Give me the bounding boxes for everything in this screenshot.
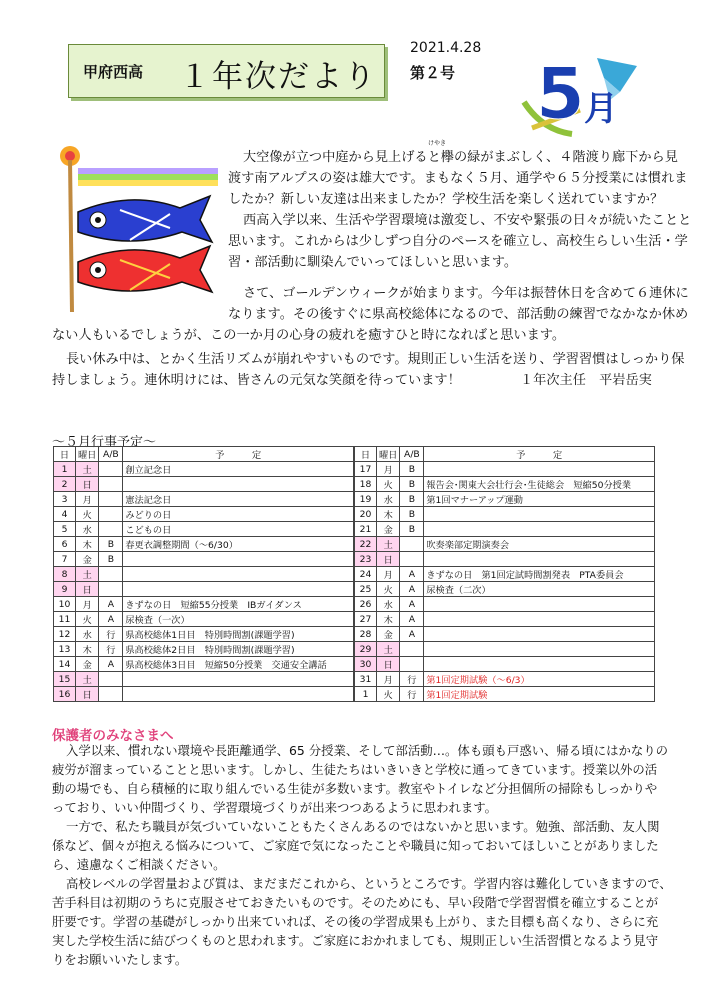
parents-line-2: 疲労が溜まっていることと思います。しかし、生徒たちはいきいきと学校に通ってきています。授業以外の活 <box>52 762 658 777</box>
schedule-weekday: 水 <box>76 627 99 642</box>
parents-line-7: ら、遠慮なくご相談ください。 <box>52 857 226 872</box>
parents-line-6: 係など、個々が抱える悩みについて、ご家庭で気になったことや職員に知っておいてほしいことがありました <box>52 838 659 853</box>
schedule-ab: B <box>400 507 424 522</box>
schedule-ab: 行 <box>99 627 123 642</box>
schedule-ab <box>99 462 123 477</box>
schedule-weekday: 月 <box>76 492 99 507</box>
table-header-row <box>355 447 655 462</box>
intro-line-4: 西高入学以来、生活や学習環境は激変し、不安や緊張の日々が続いたことと <box>243 213 692 228</box>
month-number: 5 <box>536 53 585 135</box>
schedule-ab <box>400 537 424 552</box>
schedule-weekday: 土 <box>76 672 99 687</box>
blue-carp-icon <box>78 196 212 242</box>
schedule-weekday: 木 <box>76 642 99 657</box>
schedule-weekday: 金 <box>76 552 99 567</box>
schedule-weekday: 火 <box>377 687 400 702</box>
schedule-ab <box>400 642 424 657</box>
schedule-weekday: 水 <box>377 597 400 612</box>
schedule-ab: A <box>99 612 123 627</box>
schedule-row <box>355 567 655 582</box>
schedule-row <box>54 582 354 597</box>
schedule-weekday: 火 <box>76 507 99 522</box>
header-plan: 予 定 <box>123 447 354 462</box>
school-name: 甲府西高 <box>83 63 144 81</box>
schedule-weekday: 日 <box>377 657 400 672</box>
schedule-day: 8 <box>54 567 76 582</box>
schedule-row <box>355 492 655 507</box>
schedule-row <box>54 522 354 537</box>
schedule-ab: A <box>400 627 424 642</box>
schedule-day: 28 <box>355 627 377 642</box>
schedule-row <box>355 477 655 492</box>
header-weekday: 曜日 <box>76 447 99 462</box>
month-kanji: 月 <box>584 89 618 129</box>
schedule-ab: B <box>400 492 424 507</box>
schedule-day: 2 <box>54 477 76 492</box>
schedule-row <box>54 552 354 567</box>
schedule-day: 3 <box>54 492 76 507</box>
newsletter-title: １年次だより <box>179 59 377 95</box>
schedule-day: 5 <box>54 522 76 537</box>
schedule-plan <box>424 522 655 537</box>
schedule-weekday: 月 <box>377 567 400 582</box>
schedule-row <box>54 687 354 702</box>
schedule-plan: 県高校総体2日目 特別時間割(課題学習) <box>123 642 354 657</box>
schedule-ab <box>99 582 123 597</box>
schedule-day: 9 <box>54 582 76 597</box>
schedule-row <box>355 687 655 702</box>
schedule-day: 27 <box>355 612 377 627</box>
schedule-day: 26 <box>355 597 377 612</box>
schedule-weekday: 火 <box>377 582 400 597</box>
parents-line-5: 一方で、私たち職員が気づいていないこともたくさんあるのではないかと思います。勉強、部活動、友人関 <box>66 819 660 834</box>
schedule-plan: 第1回定期試験（～6/3） <box>424 672 655 687</box>
parents-line-3: 動の場でも、自ら積極的に取り組んでいる生徒が多数います。教室やトイレなど分担個所の掃除もしっかりや <box>52 781 658 796</box>
schedule-row <box>54 597 354 612</box>
schedule-row <box>54 477 354 492</box>
schedule-plan: 創立記念日 <box>123 462 354 477</box>
schedule-weekday: 木 <box>377 507 400 522</box>
schedule-ab <box>99 507 123 522</box>
schedule-ab: 行 <box>99 642 123 657</box>
schedule-day: 4 <box>54 507 76 522</box>
parents-line-1: 入学以来、慣れない環境や長距離通学、65 分授業、そして部活動…。体も頭も戸惑い、帰る頃にはかなりの <box>66 743 669 758</box>
schedule-plan: 県高校総体1日目 特別時間割(課題学習) <box>123 627 354 642</box>
schedule-plan <box>123 687 354 702</box>
schedule-plan <box>424 612 655 627</box>
schedule-plan: 憲法記念日 <box>123 492 354 507</box>
schedule-table-right <box>354 446 655 702</box>
schedule-day: 19 <box>355 492 377 507</box>
schedule-row <box>54 672 354 687</box>
schedule-day: 24 <box>355 567 377 582</box>
schedule-ab: B <box>400 477 424 492</box>
schedule-row <box>54 612 354 627</box>
schedule-day: 20 <box>355 507 377 522</box>
schedule-plan: きずなの日 第1回定試時間割発表 PTA委員会 <box>424 567 655 582</box>
schedule-row <box>355 507 655 522</box>
red-carp-icon <box>78 246 212 292</box>
schedule-row <box>54 657 354 672</box>
schedule-ab <box>400 657 424 672</box>
issue-number: 第２号 <box>410 64 456 82</box>
schedule-row <box>355 597 655 612</box>
intro-line-3: したか？新しい友達は出来ましたか？学校生活を楽しく送れていますか？ <box>228 192 664 207</box>
schedule-plan: 第1回マナーアップ運動 <box>424 492 655 507</box>
schedule-row <box>54 642 354 657</box>
schedule-weekday: 火 <box>377 477 400 492</box>
schedule-weekday: 水 <box>377 492 400 507</box>
parents-line-12: りをお願いいたします。 <box>52 952 188 967</box>
schedule-weekday: 日 <box>377 552 400 567</box>
intro-line-10: 長い休み中は、とかく生活リズムが崩れやすいものです。規則正しい生活を送り、学習習慣はしっかり保 <box>66 352 685 367</box>
schedule-ab <box>99 687 123 702</box>
schedule-weekday: 土 <box>377 642 400 657</box>
signature: １年次主任 平岩岳実 <box>520 373 652 388</box>
schedule-plan: 尿検査（二次） <box>424 582 655 597</box>
schedule-plan: 尿検査（一次） <box>123 612 354 627</box>
schedule-weekday: 木 <box>377 612 400 627</box>
schedule-day: 29 <box>355 642 377 657</box>
schedule-row <box>355 657 655 672</box>
schedule-ab: B <box>400 462 424 477</box>
schedule-row <box>54 492 354 507</box>
schedule-plan <box>424 462 655 477</box>
schedule-weekday: 土 <box>76 462 99 477</box>
schedule-ab: A <box>400 567 424 582</box>
intro-line-2: 渡す南アルプスの姿は雄大です。まもなく５月、通学や６５分授業には慣れま <box>228 171 688 186</box>
schedule-weekday: 日 <box>76 582 99 597</box>
schedule-plan <box>424 657 655 672</box>
schedule-plan: きずなの日 短縮55分授業 IBガイダンス <box>123 597 354 612</box>
schedule-plan: 県高校総体3日目 短縮50分授業 交通安全講話 <box>123 657 354 672</box>
schedule-row <box>355 612 655 627</box>
schedule-plan <box>424 627 655 642</box>
schedule-row <box>355 552 655 567</box>
schedule-day: 1 <box>355 687 377 702</box>
schedule-ab: 行 <box>400 687 424 702</box>
schedule-weekday: 月 <box>377 462 400 477</box>
schedule-ab <box>99 567 123 582</box>
schedule-ab <box>99 477 123 492</box>
header-ab: A/B <box>99 447 123 462</box>
schedule-weekday: 火 <box>76 612 99 627</box>
schedule-ab: A <box>400 582 424 597</box>
schedule-plan <box>424 597 655 612</box>
schedule-ab: A <box>99 657 123 672</box>
schedule-ab: A <box>99 597 123 612</box>
schedule-day: 15 <box>54 672 76 687</box>
header-day: 日 <box>355 447 377 462</box>
may-illustration <box>512 40 642 140</box>
schedule-plan <box>123 567 354 582</box>
schedule-ab <box>99 492 123 507</box>
schedule-row <box>355 627 655 642</box>
intro-line-7: さて、ゴールデンウィークが始まります。今年は振替休日を含めて６連休に <box>243 286 689 301</box>
schedule-plan: 吹奏楽部定期演奏会 <box>424 537 655 552</box>
schedule-ab: 行 <box>400 672 424 687</box>
parents-line-10: 肝要です。学習の基礎がしっかり出来ていれば、その後の学習成果も上がり、また目標も高くなり、さらに充 <box>52 914 659 929</box>
schedule-day: 11 <box>54 612 76 627</box>
schedule-weekday: 金 <box>377 627 400 642</box>
intro-line-9: ない人もいるでしょうが、この一か月の心身の疲れを癒すひと時になればと思います。 <box>52 328 566 343</box>
schedule-row <box>54 567 354 582</box>
schedule-day: 16 <box>54 687 76 702</box>
schedule-row <box>54 462 354 477</box>
schedule-title: ～５月行事予定～ <box>52 435 157 450</box>
intro-line-6: 習・部活動に馴染んでいってほしいと思います。 <box>228 255 518 270</box>
parents-line-9: 苦手科目は初期のうちに克服させておきたいものです。そのためにも、早い段階で学習習慣を確立することが <box>52 895 659 910</box>
schedule-day: 18 <box>355 477 377 492</box>
issue-date: 2021.4.28 <box>410 40 482 56</box>
schedule-plan <box>123 477 354 492</box>
schedule-weekday: 土 <box>76 567 99 582</box>
header-ab: A/B <box>400 447 424 462</box>
parents-line-11: 実した学校生活に結びつくものと思われます。ご家庭におかれましても、規則正しい生活習慣となるよう見守 <box>52 933 659 948</box>
schedule-plan <box>424 507 655 522</box>
schedule-day: 30 <box>355 657 377 672</box>
schedule-weekday: 金 <box>76 657 99 672</box>
schedule-weekday: 月 <box>377 672 400 687</box>
schedule-plan <box>123 552 354 567</box>
schedule-plan: 報告会･関東大会壮行会･生徒総会 短縮50分授業 <box>424 477 655 492</box>
kabuto-icon <box>597 58 637 92</box>
schedule-day: 14 <box>54 657 76 672</box>
schedule-table-left <box>53 446 354 702</box>
schedule-day: 25 <box>355 582 377 597</box>
schedule-weekday: 金 <box>377 522 400 537</box>
schedule-plan <box>424 552 655 567</box>
ruby-text: けやき <box>428 140 447 147</box>
header-plan: 予 定 <box>424 447 655 462</box>
schedule-ab: B <box>99 537 123 552</box>
schedule-ab: B <box>99 552 123 567</box>
schedule-row <box>54 537 354 552</box>
schedule-day: 1 <box>54 462 76 477</box>
schedule-day: 21 <box>355 522 377 537</box>
schedule-row <box>355 537 655 552</box>
schedule-row <box>54 507 354 522</box>
schedule-day: 7 <box>54 552 76 567</box>
schedule-weekday: 水 <box>76 522 99 537</box>
schedule-ab: A <box>400 612 424 627</box>
schedule-plan: こどもの日 <box>123 522 354 537</box>
schedule-day: 12 <box>54 627 76 642</box>
schedule-day: 10 <box>54 597 76 612</box>
intro-line-8: なります。その後すぐに県高校総体になるので、部活動の練習でなかなか休め <box>228 307 689 322</box>
schedule-day: 13 <box>54 642 76 657</box>
parents-heading: 保護者のみなさまへ <box>52 728 174 744</box>
koinobori-illustration <box>50 140 230 315</box>
schedule-row <box>355 462 655 477</box>
schedule-plan: 春更衣調整期間（～6/30） <box>123 537 354 552</box>
schedule-row <box>355 672 655 687</box>
schedule-day: 31 <box>355 672 377 687</box>
title-banner <box>68 44 385 98</box>
schedule-weekday: 日 <box>76 477 99 492</box>
schedule-weekday: 日 <box>76 687 99 702</box>
schedule-row <box>355 582 655 597</box>
schedule-day: 22 <box>355 537 377 552</box>
schedule-day: 23 <box>355 552 377 567</box>
header-weekday: 曜日 <box>377 447 400 462</box>
schedule-plan: 第1回定期試験 <box>424 687 655 702</box>
schedule-row <box>54 627 354 642</box>
header-day: 日 <box>54 447 76 462</box>
schedule-ab <box>99 672 123 687</box>
schedule-ab: A <box>400 597 424 612</box>
schedule-row <box>355 522 655 537</box>
table-header-row <box>54 447 354 462</box>
schedule-plan <box>123 672 354 687</box>
schedule-ab <box>400 552 424 567</box>
schedule-day: 6 <box>54 537 76 552</box>
schedule-plan: みどりの日 <box>123 507 354 522</box>
schedule-plan <box>424 642 655 657</box>
schedule-plan <box>123 582 354 597</box>
schedule-ab: B <box>400 522 424 537</box>
schedule-day: 17 <box>355 462 377 477</box>
schedule-weekday: 月 <box>76 597 99 612</box>
intro-line-1: 大空像が立つ中庭から見上げると欅の緑がまぶしく、４階渡り廊下から見 <box>243 150 678 165</box>
schedule-weekday: 土 <box>377 537 400 552</box>
intro-line-11: 持しましょう。連休明けには、皆さんの元気な笑顔を待っています！ <box>52 373 461 388</box>
parents-line-8: 高校レベルの学習量および質は、まだまだこれから、というところです。学習内容は難化していきますので、 <box>66 876 672 891</box>
parents-line-4: っており、いい仲間づくり、学習環境づくりが出来つつあるように思われます。 <box>52 800 498 815</box>
schedule-ab <box>99 522 123 537</box>
schedule-row <box>355 642 655 657</box>
schedule-weekday: 木 <box>76 537 99 552</box>
intro-line-5: 思います。これからは少しずつ自分のペースを確立し、高校生らしい生活・学 <box>228 234 688 249</box>
